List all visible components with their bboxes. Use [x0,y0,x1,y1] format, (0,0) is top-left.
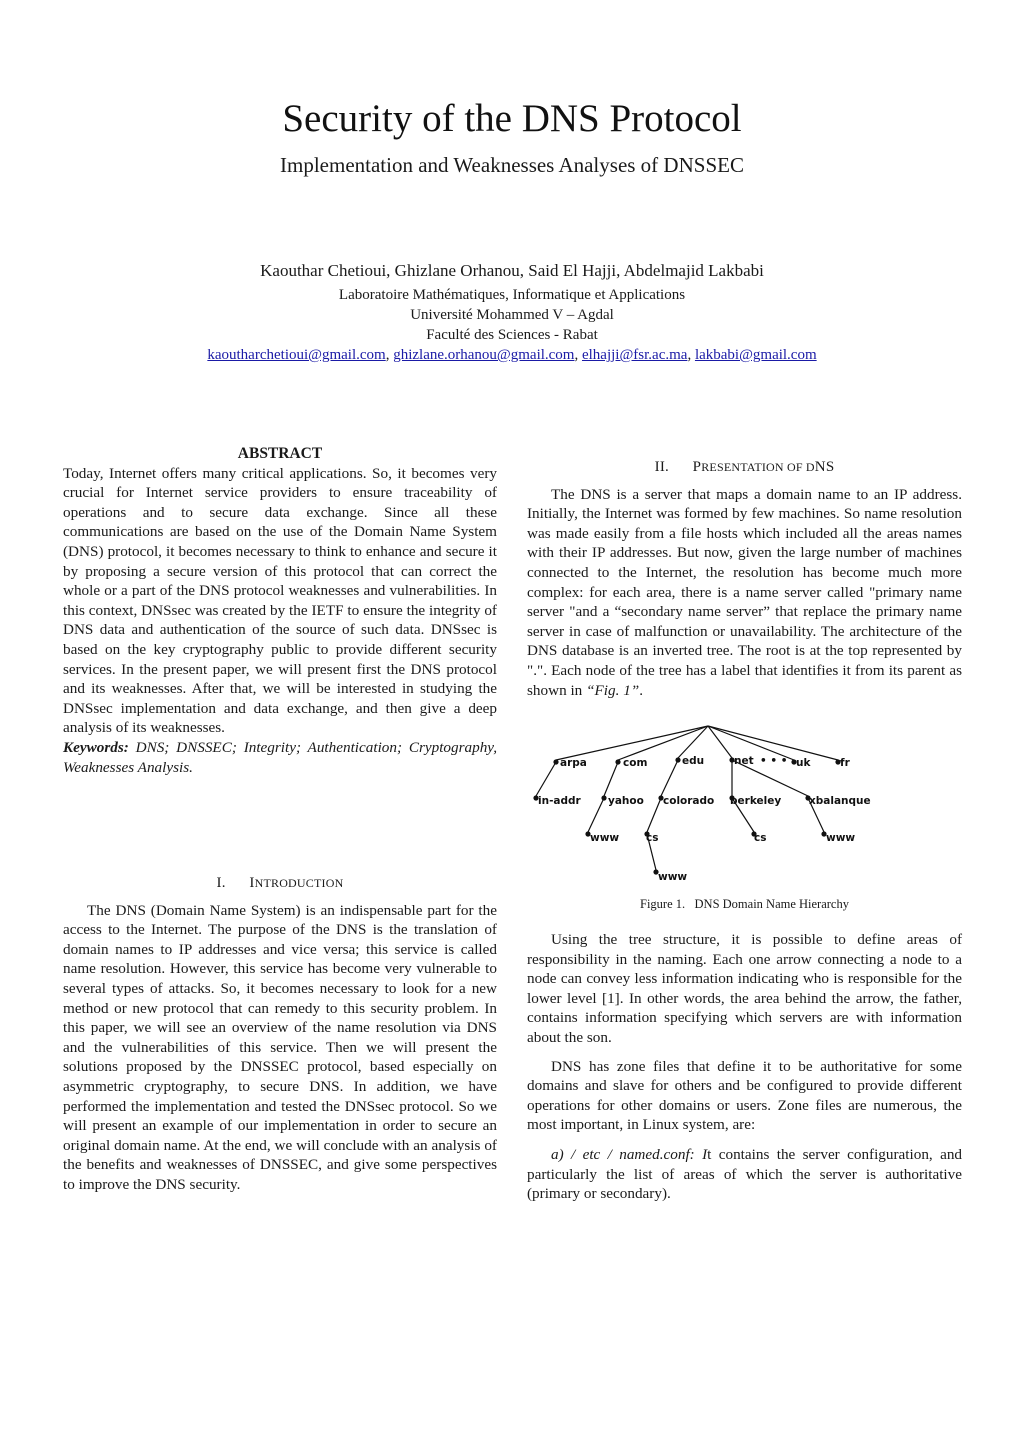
list-item-named-conf: a) / etc / named.conf: It contains the server configuration, and particularly the list of areas of which the server is authoritative (primary or secondary). [527,1145,963,1203]
email-link[interactable]: ghizlane.orhanou@gmail.com [393,347,575,363]
keywords [63,738,497,777]
presentation-heading: II. PRESENTATION OF DNS [654,459,835,475]
paper-title: Security of the DNS Protocol [282,97,742,140]
tree-node: net [734,755,754,767]
tree-node: colorado [663,795,715,807]
affiliation-university: Université Mohammed V – Agdal [410,307,614,323]
tree-node: xbalanque [809,795,871,807]
paragraph-tree-structure: Using the tree structure, it is possible to define areas of responsibility in the naming. Each one arrow connecting a node to a node can convey less information indicating who is responsible for the lower level [1]. In other words, the area behind the arrow, the father, contains information specifying which servers are with information about the son. [527,931,962,1046]
figure-caption: Figure 1. DNS Domain Name Hierarchy [640,897,849,911]
email-link[interactable]: elhajji@fsr.ac.ma [581,347,688,363]
affiliation-faculty: Faculté des Sciences - Rabat [426,327,598,343]
tree-node: yahoo [608,795,644,807]
tree-node: in-addr [538,795,581,807]
abstract-section [63,444,497,777]
presentation-section [527,458,962,700]
introduction-section [63,874,497,1195]
author-list: Kaouthar Chetioui, Ghizlane Orhanou, Said El Hajji, Abdelmajid Lakbabi [260,261,764,280]
introduction-heading: I. INTRODUCTION [216,875,344,891]
presentation-continued [527,930,962,1204]
tree-node: arpa [560,757,587,769]
tree-dots: • • • [760,755,788,767]
paragraph-zone-files: DNS has zone files that define it to be authoritative for some domains and slave for others and be configured to provide different operations for other domains or users. Zone files are numerous, the most important, in Linux system, are: [527,1057,962,1134]
keywords-text: DNS; DNSSEC; Integrity; Authentication; Cryptography, Weaknesses Analysis. [63,738,497,776]
abstract-heading: ABSTRACT [237,445,323,462]
affiliation-lab: Laboratoire Mathématiques, Informatique et Applications [338,287,686,303]
tree-node: cs [754,832,767,844]
tree-node: www [658,871,688,883]
tree-node: www [826,832,856,844]
tree-node: cs [646,832,659,844]
paper-subtitle: Implementation and Weaknesses Analyses of DNSSEC [280,153,744,177]
author-emails: kaoutharchetioui@gmail.com, ghizlane.orhanou@gmail.com, elhajji@fsr.ac.ma, lakbabi@gmail.com [207,347,817,363]
keywords-label: Keywords: [63,738,129,756]
email-link[interactable]: kaoutharchetioui@gmail.com [207,347,386,363]
tree-node: com [623,757,648,769]
presentation-paragraph: The DNS is a server that maps a domain name to an IP address. Initially, the Internet was formed by few machines. So name resolution was made easily from a file hosts which included all the areas names with their IP addresses. But now, given the large number of machines connected to the Internet, the resolution has become much more complex: for each area, there is a name server called "primary name server "and a “secondary name server” that replace the primary name server in case of malfunction or unavailability. The architecture of the DNS database is an inverted tree. The root is at the top represented by ".". Each node of the tree has a label that identifies it from its parent as shown in “Fig. 1”. [527,485,962,699]
introduction-text: The DNS (Domain Name System) is an indispensable part for the access to the Internet. The purpose of the DNS is the translation of domain names to IP addresses and vice versa; this service is called name resolution. However, this service has become very vulnerable to several types of attacks. So, it becomes necessary to look for a new method or new protocol that can remedy to this security problem. In this paper, we will see an overview of the name resolution via DNS and the vulnerabilities of this service. Then we will present the solutions proposed by the DNSSEC protocol, based especially on asymmetric cryptography, to secure DNS. In addition, we have performed the implementation and tested the DNSsec protocol. So we will present an example of our implementation in order to secure an original domain name. At the end, we will conclude with an analysis of the benefits and weaknesses of DNSSEC, and give some perspectives to improve the DNS security. [63,901,497,1193]
abstract-text: Today, Internet offers many critical applications. So, it becomes very crucial for Internet service providers to ensure traceability of operations and to secure data exchange. Since all these communications are based on the use of the Domain Name System (DNS) protocol, it becomes necessary to think to enhance and secure it by proposing a secure version of this protocol that can correct the whole or a part of the DNS protocol weaknesses and vulnerabilities. In this context, DNSsec was created by the IETF to ensure the integrity of DNS data and authentication of the source of such data. DNSsec is based on the key cryptography public to provide different security services. In the present paper, we will present first the DNS protocol and its weaknesses. After that, we will be interested in studying the DNSsec implementation and data exchange, and then give a deep analysis of its weaknesses. [63,464,497,737]
tree-node: uk [796,757,811,769]
dns-tree-figure [522,720,967,890]
email-link[interactable]: lakbabi@gmail.com [694,347,817,363]
tree-node: www [590,832,620,844]
tree-node: berkeley [730,795,782,807]
tree-node: edu [682,755,705,767]
tree-node: fr [840,757,850,769]
figure-reference: “Fig. 1” [586,681,640,699]
